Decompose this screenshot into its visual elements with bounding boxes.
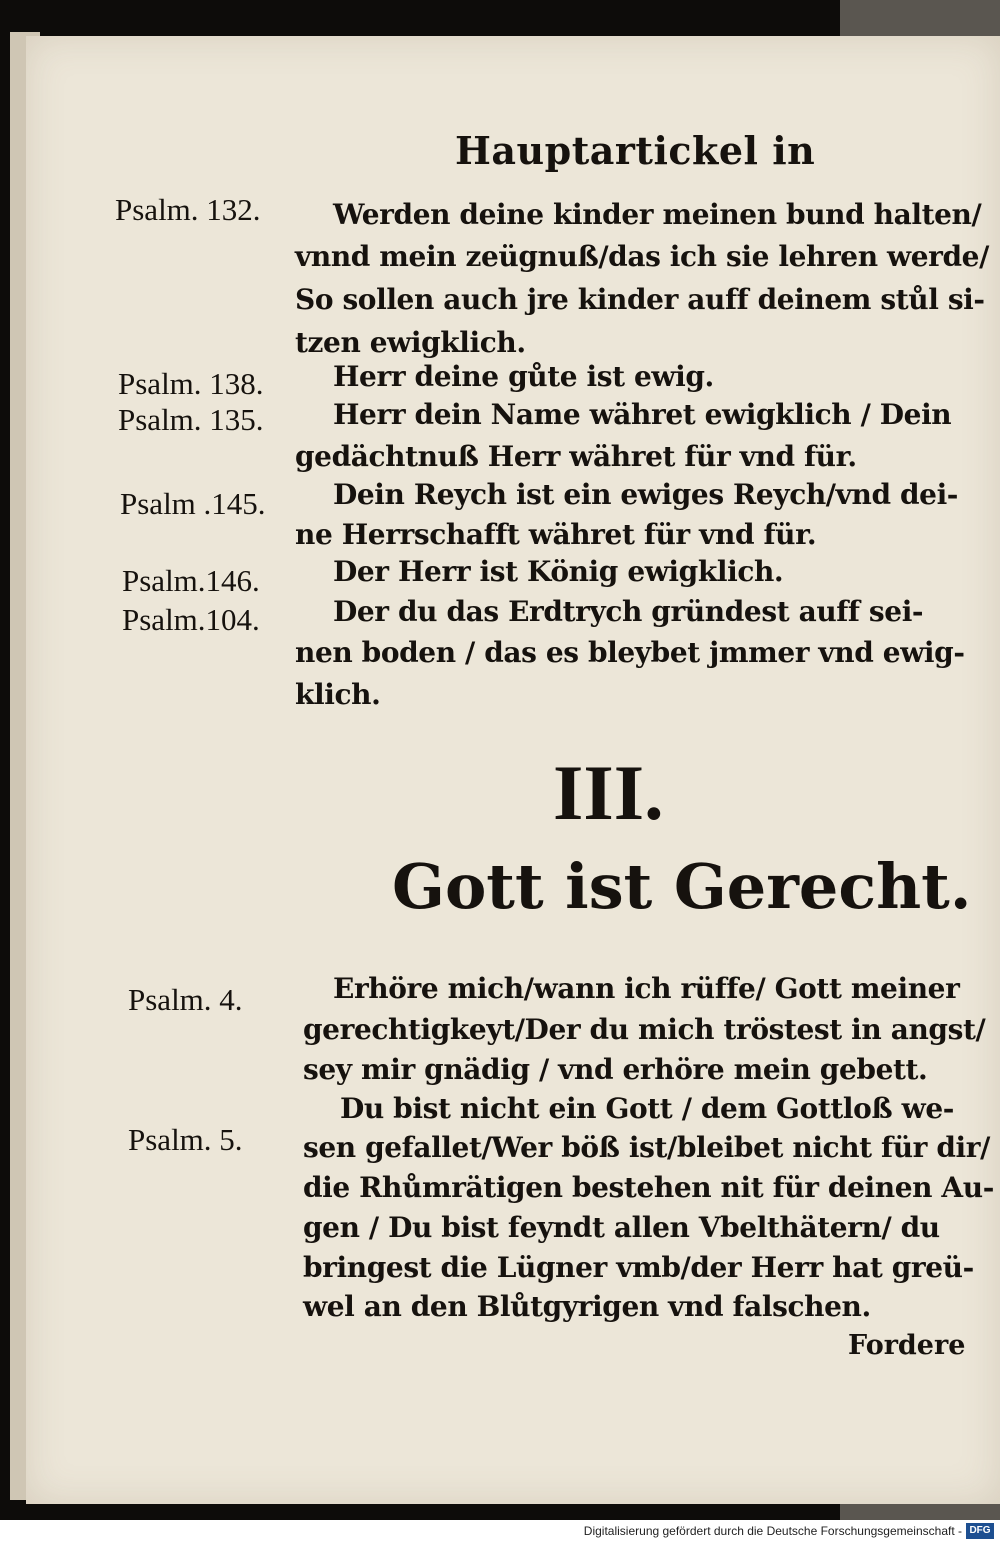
psalm-reference: Psalm. 135.	[118, 402, 264, 437]
text-line: vnnd mein zeügnuß/das ich sie lehren werde/	[295, 240, 989, 273]
text-line: tzen ewigklich.	[295, 326, 526, 359]
text-line: gerechtigkeyt/Der du mich tröstest in angst/	[303, 1013, 986, 1046]
text-line: Dein Reych ist ein ewiges Reych/vnd dei-	[333, 478, 959, 511]
text-line: klich.	[295, 678, 381, 711]
psalm-reference: Psalm.104.	[122, 602, 260, 637]
scan-border	[840, 0, 1000, 40]
psalm-reference: Psalm. 5.	[128, 1122, 243, 1157]
psalm-reference: Psalm. 138.	[118, 366, 264, 401]
text-line: Der du das Erdtrych gründest auff sei-	[333, 595, 924, 628]
catchword: Fordere	[848, 1330, 966, 1361]
text-line: gedächtnuß Herr währet für vnd für.	[295, 440, 857, 473]
psalm-reference: Psalm. 4.	[128, 982, 243, 1017]
psalm-reference: Psalm. 132.	[115, 192, 261, 227]
dfg-logo-icon: DFG	[966, 1523, 994, 1539]
text-line: Der Herr ist König ewigklich.	[333, 555, 784, 588]
text-line: Erhöre mich/wann ich rüffe/ Gott meiner	[333, 972, 960, 1005]
text-line: nen boden / das es bleybet jmmer vnd ewig-	[295, 636, 965, 669]
text-line: sen gefallet/Wer böß ist/bleibet nicht für dir/	[303, 1131, 990, 1164]
psalm-reference: Psalm .145.	[120, 486, 266, 521]
text-line: ne Herrschafft währet für vnd für.	[295, 518, 817, 551]
text-line: gen / Du bist feyndt allen Vbelthätern/ du	[303, 1211, 940, 1244]
psalm-reference: Psalm.146.	[122, 563, 260, 598]
text-line: Du bist nicht ein Gott / dem Gottloß we-	[340, 1092, 954, 1125]
text-line: Werden deine kinder meinen bund halten/	[333, 198, 982, 231]
section-number: III.	[553, 749, 664, 836]
section-title: Gott ist Gerecht.	[392, 850, 972, 923]
text-line: Herr deine gůte ist ewig.	[333, 360, 714, 393]
text-line: Herr dein Name währet ewigklich / Dein	[333, 398, 952, 431]
text-line: wel an den Blůtgyrigen vnd falschen.	[303, 1290, 871, 1323]
text-line: bringest die Lügner vmb/der Herr hat greü-	[303, 1251, 974, 1284]
footer-credit: Digitalisierung gefördert durch die Deutsche Forschungsgemeinschaft -	[583, 1524, 962, 1538]
footer-bar	[0, 1520, 1000, 1543]
text-line: So sollen auch jre kinder auff deinem stůl si-	[295, 283, 985, 316]
text-line: die Rhůmrätigen bestehen nit für deinen Au-	[303, 1171, 994, 1204]
running-head: Hauptartickel in	[455, 128, 816, 173]
text-line: sey mir gnädig / vnd erhöre mein gebett.	[303, 1053, 928, 1086]
